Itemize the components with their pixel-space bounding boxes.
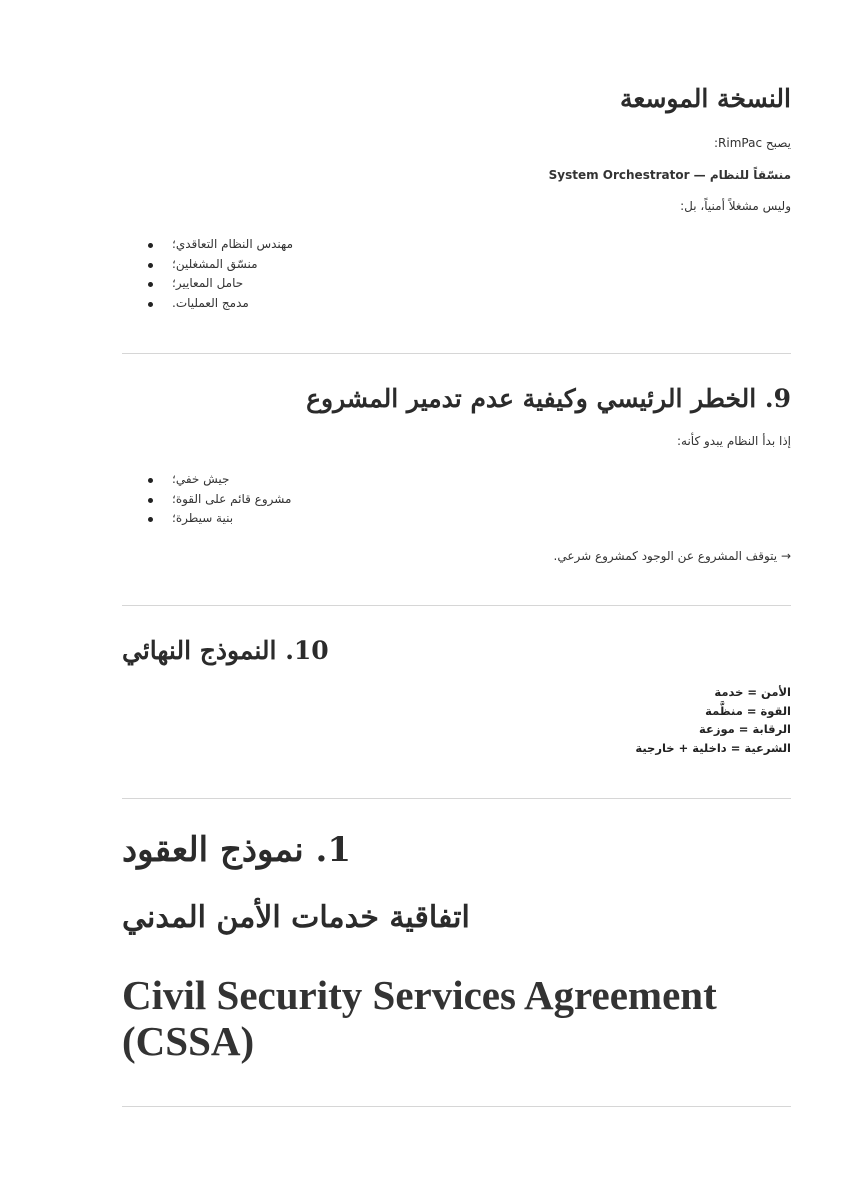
list-item: مهندس النظام التعاقدي؛ [144,235,293,255]
divider [122,798,791,799]
bullet-icon [148,302,153,307]
model-line-oversight: الرقابة = موزعة [699,722,791,736]
bullet-icon [148,263,153,268]
paragraph-rimpac-becomes: يصبح RimPac: [714,136,791,150]
list-risks [144,470,291,529]
list-item: مدمج العمليات. [144,294,293,314]
final-model-lines [635,683,791,757]
model-line-security: الأمن = خدمة [714,685,791,699]
divider [122,605,791,606]
heading-section-9: 9. الخطر الرئيسي وكيفية عدم تدمير المشروع [306,384,791,413]
divider [122,353,791,354]
heading-extended-version: النسخة الموسعة [620,84,791,113]
heading-civil-security-agreement-en: Civil Security Services Agreement (CSSA) [122,972,717,1064]
heading-contracts-model: 1. نموذج العقود [122,830,352,870]
paragraph-conclusion: → يتوقف المشروع عن الوجود كمشروع شرعي. [553,549,791,563]
bullet-icon [148,243,153,248]
model-line-force: القوة = منظَّمة [705,703,791,718]
list-item: منسّق المشغلين؛ [144,255,293,275]
bullet-icon [148,282,153,287]
divider [122,1106,791,1107]
document-page [122,0,791,1203]
bullet-icon [148,478,153,483]
heading-civil-security-agreement-ar: اتفاقية خدمات الأمن المدني [122,900,470,935]
list-item: مشروع قائم على القوة؛ [144,490,291,510]
list-item: جيش خفي؛ [144,470,291,490]
paragraph-not-security-operator: وليس مشغلاً أمنياً، بل: [680,199,791,213]
paragraph-system-orchestrator: منسّقاً للنظام — System Orchestrator [548,168,791,182]
list-item: حامل المعايير؛ [144,274,293,294]
heading-section-10: 10. النموذج النهائي [122,636,329,665]
model-line-legitimacy: الشرعية = داخلية + خارجية [635,740,791,755]
bullet-icon [148,498,153,503]
paragraph-if-system-looks: إذا بدأ النظام يبدو كأنه: [676,434,791,448]
list-item: بنية سيطرة؛ [144,509,291,529]
bullet-icon [148,517,153,522]
list-roles [144,235,293,313]
